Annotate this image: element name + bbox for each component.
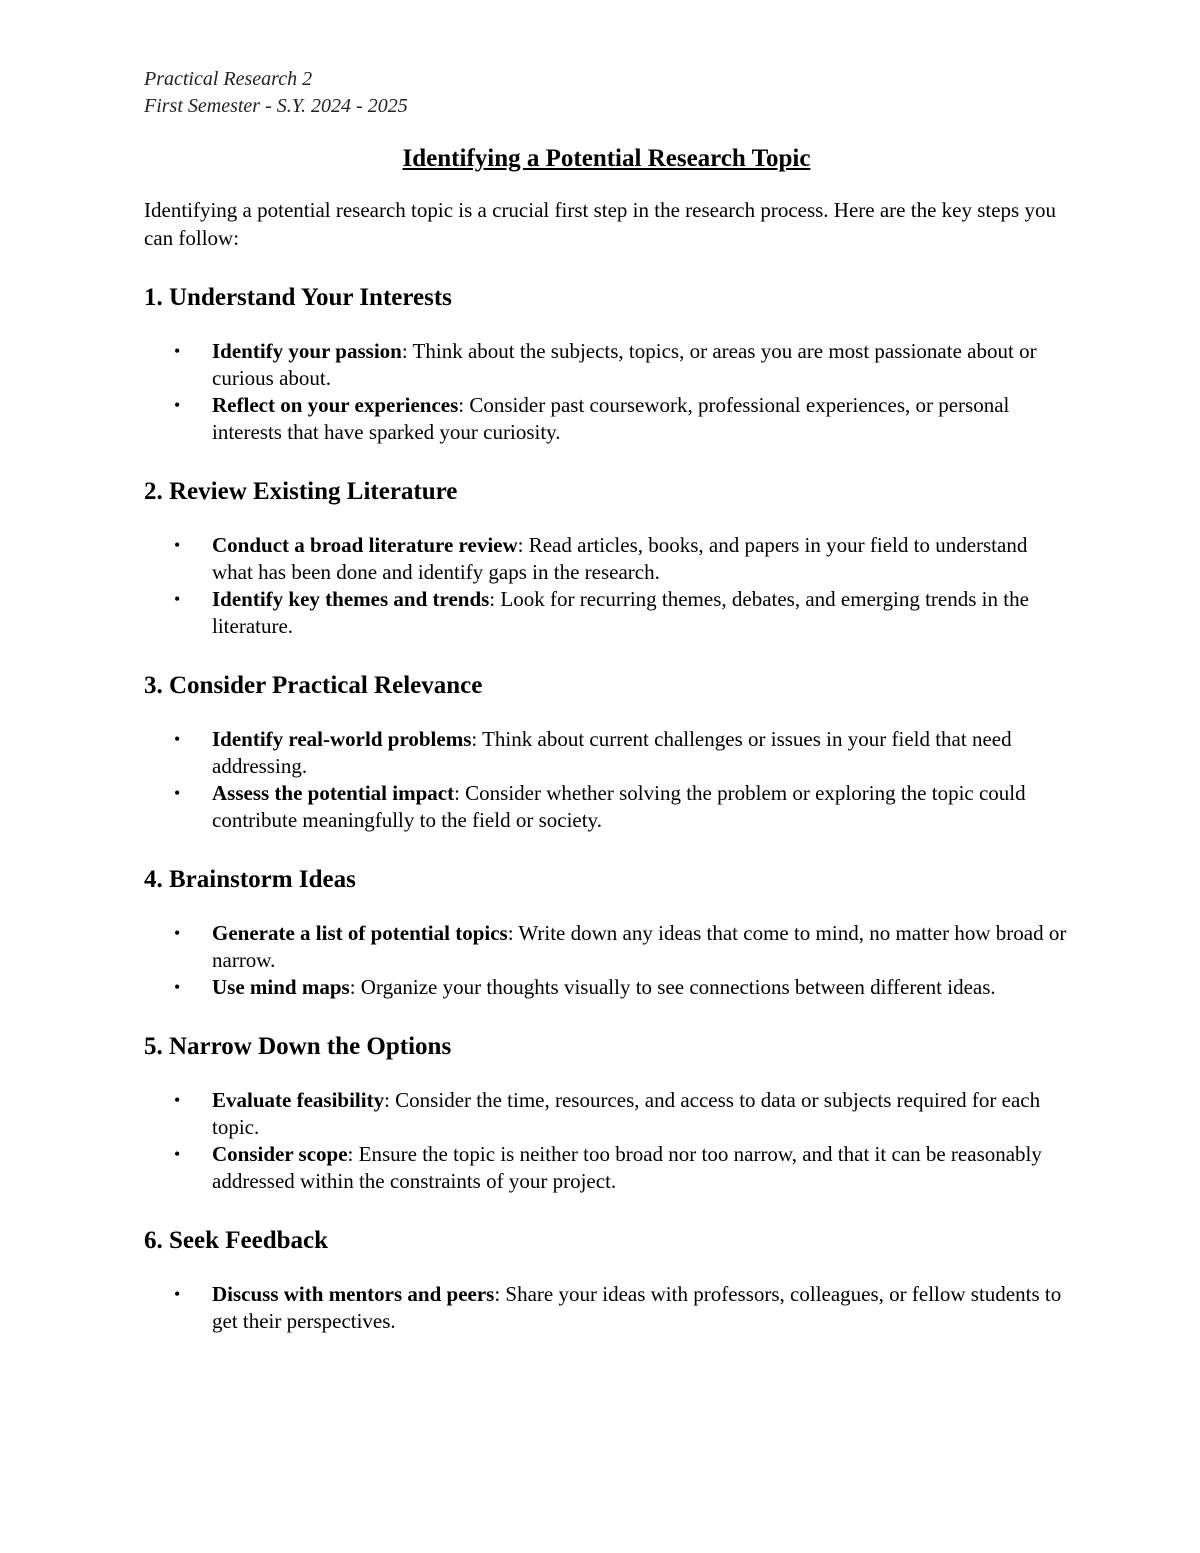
bullet-icon: • xyxy=(174,729,181,749)
list-item xyxy=(144,338,1069,392)
bullet-icon: • xyxy=(174,923,181,943)
document-title: Identifying a Potential Research Topic xyxy=(402,145,811,172)
list-item xyxy=(144,532,1069,586)
section-heading: 1. Understand Your Interests xyxy=(144,284,452,311)
bullet-list xyxy=(144,1087,1069,1195)
list-item xyxy=(144,586,1069,640)
item-term: Identify key themes and trends xyxy=(212,587,490,611)
item-text: : Consider the time, resources, and access to data or subjects required for each topic. xyxy=(212,1088,1041,1139)
section-heading: 3. Consider Practical Relevance xyxy=(144,672,483,699)
list-item xyxy=(144,780,1069,834)
item-text: : Organize your thoughts visually to see connections between different ideas. xyxy=(349,975,996,999)
item-term: Use mind maps xyxy=(212,975,350,999)
course-header: Practical Research 2 xyxy=(144,68,313,90)
section xyxy=(144,670,1069,834)
bullet-list xyxy=(144,338,1069,446)
item-text: : Ensure the topic is neither too broad nor too narrow, and that it can be reasonably addressed within the constraints of your project. xyxy=(212,1142,1042,1193)
bullet-icon: • xyxy=(174,977,181,997)
intro-paragraph: Identifying a potential research topic is a crucial first step in the research process. Here are the key steps you can follow: xyxy=(144,198,1056,250)
item-text: : Think about the subjects, topics, or areas you are most passionate about or curious about. xyxy=(212,339,1037,390)
bullet-icon: • xyxy=(174,783,181,803)
section xyxy=(144,476,1069,640)
item-term: Conduct a broad literature review xyxy=(212,533,518,557)
item-term: Generate a list of potential topics xyxy=(212,921,508,945)
bullet-list xyxy=(144,920,1069,1001)
section xyxy=(144,864,1069,1001)
section xyxy=(144,1031,1069,1195)
item-text: : Look for recurring themes, debates, and emerging trends in the literature. xyxy=(212,587,1029,638)
section xyxy=(144,1225,1069,1335)
bullet-list xyxy=(144,726,1069,834)
bullet-icon: • xyxy=(174,535,181,555)
list-item xyxy=(144,392,1069,446)
section-heading: 2. Review Existing Literature xyxy=(144,478,458,505)
item-term: Assess the potential impact xyxy=(212,781,455,805)
bullet-icon: • xyxy=(174,1284,181,1304)
bullet-list xyxy=(144,532,1069,640)
bullet-icon: • xyxy=(174,1144,181,1164)
item-text: : Share your ideas with professors, colleagues, or fellow students to get their perspectives. xyxy=(212,1282,1062,1333)
item-term: Discuss with mentors and peers xyxy=(212,1282,495,1306)
bullet-icon: • xyxy=(174,341,181,361)
list-item xyxy=(144,1141,1069,1195)
semester-header: First Semester - S.Y. 2024 - 2025 xyxy=(144,95,408,117)
list-item xyxy=(144,726,1069,780)
item-text: : Consider whether solving the problem or exploring the topic could contribute meaningfully to the field or society. xyxy=(212,781,1026,832)
bullet-icon: • xyxy=(174,395,181,415)
item-text: : Read articles, books, and papers in your field to understand what has been done and identify gaps in the research. xyxy=(212,533,1028,584)
list-item xyxy=(144,1087,1069,1141)
item-term: Identify your passion xyxy=(212,339,402,363)
item-term: Consider scope xyxy=(212,1142,348,1166)
item-term: Evaluate feasibility xyxy=(212,1088,385,1112)
section-heading: 6. Seek Feedback xyxy=(144,1227,329,1254)
item-text: : Write down any ideas that come to mind, no matter how broad or narrow. xyxy=(212,921,1067,972)
list-item xyxy=(144,974,1069,1001)
section-heading: 4. Brainstorm Ideas xyxy=(144,866,356,893)
list-item xyxy=(144,920,1069,974)
item-term: Reflect on your experiences xyxy=(212,393,459,417)
item-term: Identify real-world problems xyxy=(212,727,472,751)
section-heading: 5. Narrow Down the Options xyxy=(144,1033,452,1060)
sections-container xyxy=(144,282,1069,1335)
bullet-icon: • xyxy=(174,1090,181,1110)
item-text: : Think about current challenges or issues in your field that need addressing. xyxy=(212,727,1012,778)
item-text: : Consider past coursework, professional experiences, or personal interests that have sparked your curiosity. xyxy=(212,393,1010,444)
list-item xyxy=(144,1281,1069,1335)
section xyxy=(144,282,1069,446)
bullet-list xyxy=(144,1281,1069,1335)
document-page xyxy=(144,66,1069,1335)
bullet-icon: • xyxy=(174,589,181,609)
